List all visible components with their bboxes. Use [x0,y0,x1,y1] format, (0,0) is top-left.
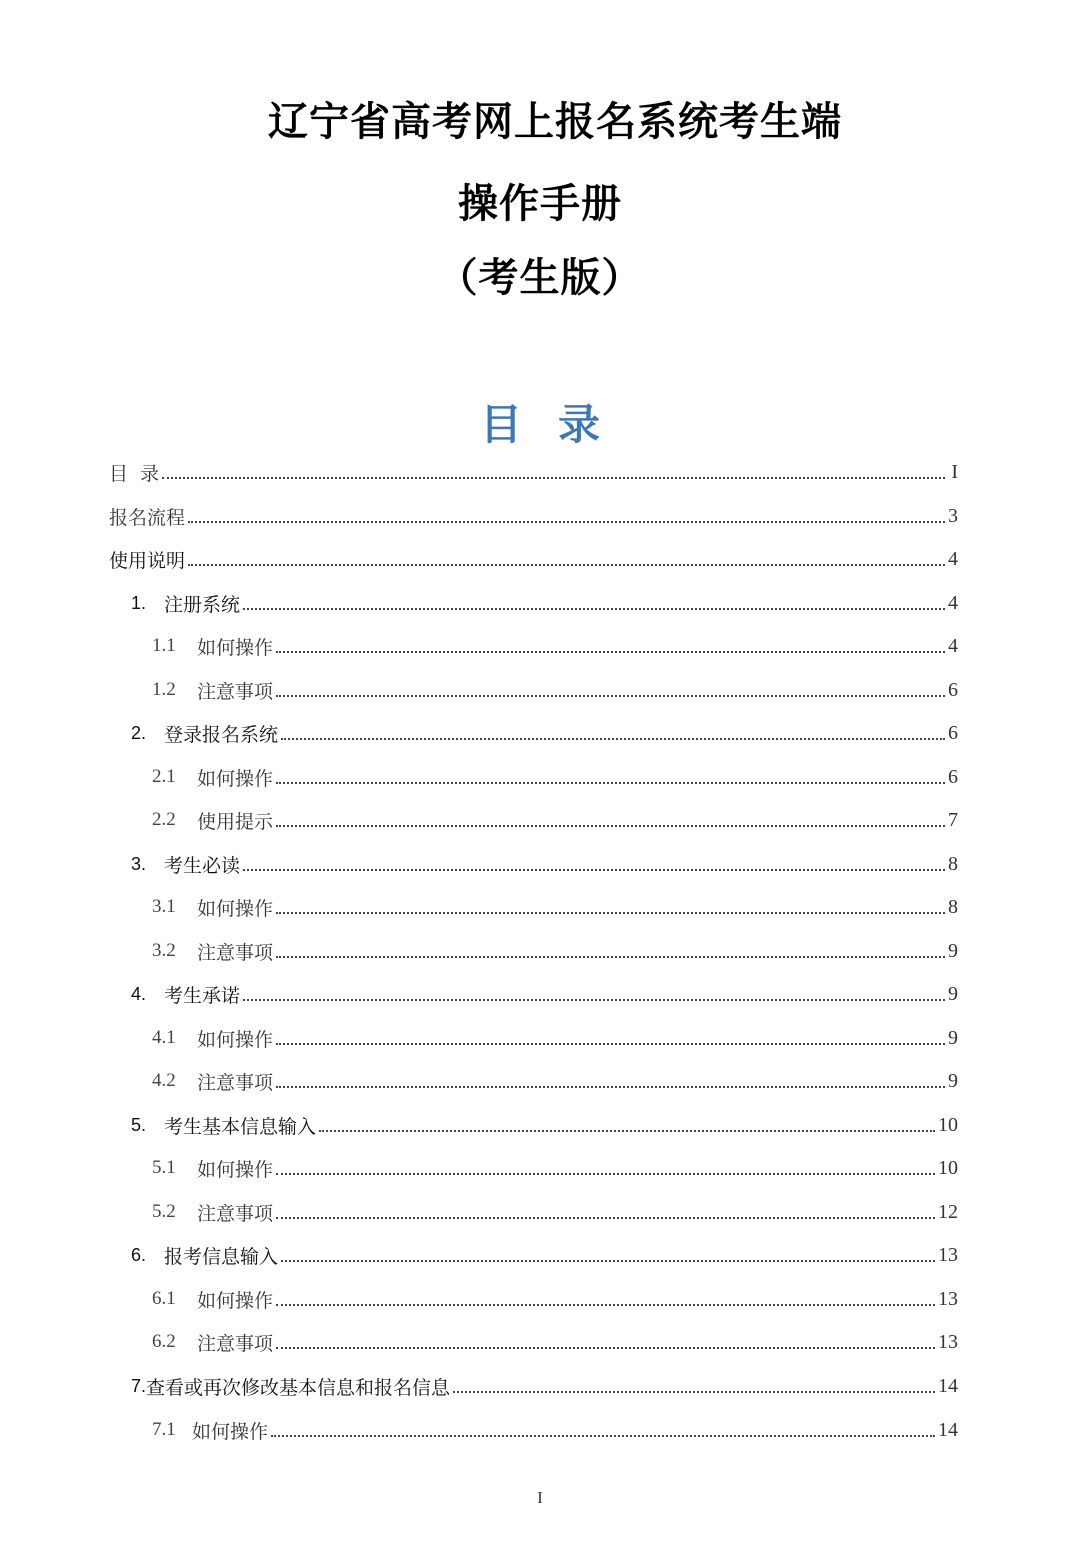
toc-entry-page: 6 [948,678,958,701]
toc-entry-label: 目 录 [109,462,160,485]
toc-entry-page: 4 [948,634,958,657]
toc-entry-page: 13 [938,1287,958,1310]
toc-entry-number: 2. [131,722,147,743]
dot-leader [276,695,945,697]
dot-leader [276,1217,935,1219]
toc-entry[interactable] [109,452,958,492]
dot-leader [243,608,945,610]
toc-entry[interactable] [152,1148,958,1188]
toc-entry-page: 9 [948,1026,958,1049]
dot-leader [243,999,945,1001]
toc-entry-number: 5.1 [152,1157,176,1178]
toc-entry-number: 4. [131,983,147,1004]
dot-leader [188,521,945,523]
dot-leader [276,1304,935,1306]
toc-entry-label: 注意事项 [197,1332,274,1355]
toc-entry-page: 14 [938,1374,958,1397]
toc-entry-page: 3 [948,504,958,527]
dot-leader [281,738,945,740]
dot-leader [453,1391,935,1393]
toc-entry-number: 2.2 [152,809,176,830]
toc-entry-page: 14 [938,1418,958,1441]
dot-leader [281,1260,935,1262]
toc-entry-page: 4 [948,591,958,614]
toc-entry-label: 登录报名系统 [164,723,279,746]
toc-entry-label: 注意事项 [197,1202,274,1225]
toc-entry-page: 10 [938,1156,958,1179]
toc-entry-label: 注册系统 [164,593,241,616]
toc-entry[interactable] [152,1018,958,1058]
toc-entry-label: 如何操作 [197,636,274,659]
toc-entry-page: 13 [938,1243,958,1266]
toc-entry-label: 如何操作 [197,1028,274,1051]
toc-entry-number: 3. [131,853,147,874]
toc-entry-number: 2.1 [152,766,176,787]
toc-entry[interactable] [109,539,958,579]
dot-leader [276,1347,935,1349]
toc-entry-label: 考生必读 [164,854,241,877]
toc-entry-number: 3.1 [152,896,176,917]
toc-entry[interactable] [131,713,958,753]
toc-entry[interactable] [131,974,958,1014]
toc-entry-label: 如何操作 [197,1289,274,1312]
toc-entry-number: 1.1 [152,635,176,656]
toc-entry-number: 6.1 [152,1288,176,1309]
toc-entry[interactable] [152,800,958,840]
toc-entry-label: 如何操作 [197,897,274,920]
dot-leader [188,564,945,566]
toc-entry-number: 4.2 [152,1070,176,1091]
dot-leader [276,651,945,653]
dot-leader [271,1435,935,1437]
dot-leader [276,912,945,914]
dot-leader [319,1130,935,1132]
toc-entry-number: 7. [131,1375,147,1396]
toc-entry[interactable] [152,1192,958,1232]
toc-entry-page: 6 [948,721,958,744]
toc-entry-label: 查看或再次修改基本信息和报名信息 [146,1376,451,1399]
toc-entry-page: 7 [948,808,958,831]
toc-entry-label: 使用提示 [197,810,274,833]
toc-entry-label: 报名流程 [109,506,186,529]
toc-entry-page: 9 [948,1069,958,1092]
toc-entry[interactable] [131,583,958,623]
toc-heading: 目录 [479,400,636,449]
toc-entry-page: 4 [948,547,958,570]
toc-entry[interactable] [152,1061,958,1101]
dot-leader [276,1043,945,1045]
toc-entry-number: 4.1 [152,1027,176,1048]
dot-leader [276,1086,945,1088]
toc-entry[interactable] [152,1279,958,1319]
toc-entry-number: 7.1 [152,1419,176,1440]
toc-entry[interactable] [152,1322,958,1362]
toc-entry-page: 8 [948,852,958,875]
toc-entry[interactable] [152,670,958,710]
toc-entry-label: 考生承诺 [164,984,241,1007]
toc-entry-label: 如何操作 [197,767,274,790]
toc-entry-number: 1. [131,592,147,613]
toc-entry-number: 5. [131,1114,147,1135]
toc-entry-page: 6 [948,765,958,788]
toc-entry-page: 12 [938,1200,958,1223]
toc-entry[interactable] [152,1410,958,1450]
toc-entry-number: 6. [131,1244,147,1265]
dot-leader [243,869,945,871]
toc-entry-label: 考生基本信息输入 [164,1115,317,1138]
toc-entry-page: 9 [948,939,958,962]
toc-entry[interactable] [131,1105,958,1145]
toc-entry[interactable] [109,496,958,536]
toc-entry-number: 5.2 [152,1201,176,1222]
dot-leader [276,825,945,827]
toc-entry[interactable] [152,757,958,797]
dot-leader [276,1173,935,1175]
toc-entry-label: 报考信息输入 [164,1245,279,1268]
document-title: 辽宁省高考网上报名系统考生端 [268,99,842,145]
document-edition: （考生版） [437,255,643,301]
toc-entry-label: 如何操作 [192,1420,269,1443]
toc-entry-label: 注意事项 [197,680,274,703]
document-subtitle: 操作手册 [458,181,622,227]
toc-entry-page: 10 [938,1113,958,1136]
toc-entry-label: 注意事项 [197,1071,274,1094]
toc-entry-number: 1.2 [152,679,176,700]
toc-entry[interactable] [152,931,958,971]
toc-entry[interactable] [152,887,958,927]
toc-entry[interactable] [131,1235,958,1275]
page-number: I [537,1488,543,1507]
toc-entry-number: 3.2 [152,940,176,961]
toc-entry-label: 使用说明 [109,549,186,572]
toc-entry[interactable] [152,626,958,666]
toc-entry-page: 13 [938,1330,958,1353]
toc-entry-label: 注意事项 [197,941,274,964]
toc-entry[interactable] [131,844,958,884]
toc-entry-label: 如何操作 [197,1158,274,1181]
dot-leader [276,782,945,784]
toc-entry-page: I [951,460,958,483]
toc-entry[interactable] [131,1366,958,1406]
toc-entry-page: 8 [948,895,958,918]
toc-entry-page: 9 [948,982,958,1005]
dot-leader [276,956,945,958]
toc-entry-number: 6.2 [152,1331,176,1352]
dot-leader [162,477,945,479]
